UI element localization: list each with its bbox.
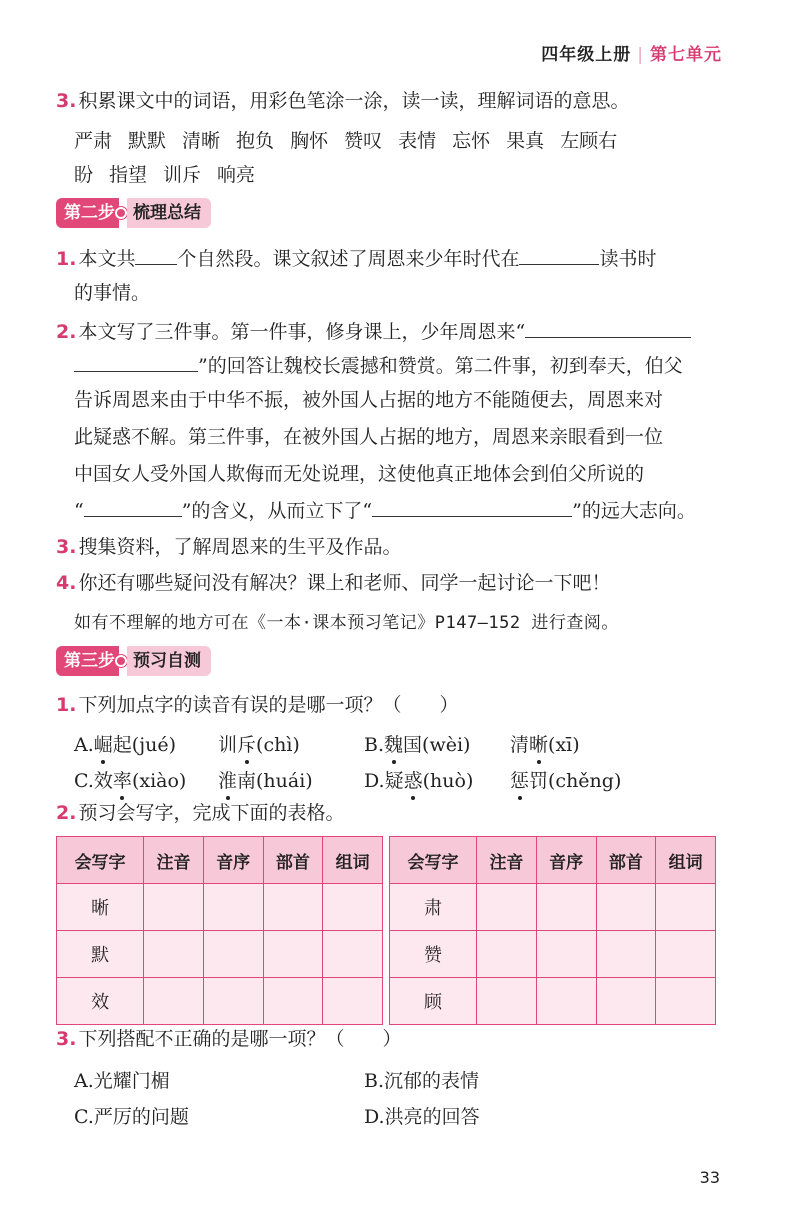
table-gap — [382, 884, 389, 931]
text-segment: “ — [74, 500, 84, 522]
vocab-word[interactable]: 胸怀 — [290, 130, 329, 152]
answer-cell[interactable] — [656, 931, 716, 978]
header-divider: | — [637, 45, 644, 65]
dotted-char: 崛 — [93, 734, 113, 756]
table-header: 音序 — [536, 837, 596, 884]
table-row — [57, 884, 716, 931]
unit-label: 第七单元 — [650, 45, 722, 65]
dotted-char: 惑 — [403, 770, 423, 792]
answer-cell[interactable] — [536, 931, 596, 978]
table-gap — [382, 931, 389, 978]
char-cell: 默 — [57, 931, 144, 978]
char-cell: 晰 — [57, 884, 144, 931]
vocab-word[interactable]: 清晰 — [182, 130, 221, 152]
option-b[interactable]: B.沉郁的表情 — [364, 1070, 480, 1092]
text-segment: 读书时 — [599, 248, 657, 270]
vocab-word[interactable]: 指望 — [109, 164, 148, 186]
grade-label: 四年级上册 — [541, 45, 632, 65]
text-segment: 国(wèi) — [403, 734, 471, 756]
answer-cell[interactable] — [596, 884, 656, 931]
vocab-word[interactable]: 抱负 — [236, 130, 275, 152]
option-label: D. — [364, 770, 385, 792]
table-row — [57, 978, 716, 1025]
table-header: 注音 — [144, 837, 204, 884]
text-segment: 清 — [510, 734, 530, 756]
answer-cell[interactable] — [477, 931, 537, 978]
question-text: 下列加点字的读音有误的是哪一项？（ ） — [78, 694, 459, 716]
vocab-row-2 — [74, 160, 271, 187]
question-number: 3. — [56, 90, 77, 112]
option-a[interactable]: A.光耀门楣 — [74, 1070, 170, 1092]
dotted-char: 惩 — [510, 770, 530, 792]
question-number: 3. — [56, 1028, 77, 1050]
answer-blank[interactable] — [519, 248, 599, 265]
question-number: 3. — [56, 536, 77, 558]
s2-question-2-line-1 — [56, 321, 691, 342]
table-gap — [382, 978, 389, 1025]
s2-question-2-line-5: 中国女人受外国人欺侮而无处说理，这使他真正地体会到伯父所说的 — [74, 463, 645, 485]
answer-cell[interactable] — [323, 931, 383, 978]
text-segment: (xiào) — [131, 770, 187, 792]
answer-cell[interactable] — [144, 884, 204, 931]
answer-cell[interactable] — [263, 978, 323, 1025]
s2-question-1-cont: 的事情。 — [74, 282, 151, 304]
s2-question-2-line-3: 告诉周恩来由于中华不振，被外国人占据的地方不能随便去，周恩来对 — [74, 389, 664, 411]
question-text: 预习会写字，完成下面的表格。 — [78, 802, 345, 824]
answer-blank[interactable] — [372, 500, 572, 517]
question-number: 2. — [56, 802, 77, 824]
option-d[interactable]: D.洪亮的回答 — [364, 1106, 480, 1128]
s3-question-2 — [56, 804, 344, 823]
answer-cell[interactable] — [656, 978, 716, 1025]
answer-cell[interactable] — [144, 931, 204, 978]
answer-cell[interactable] — [263, 884, 323, 931]
answer-blank[interactable] — [135, 248, 177, 265]
answer-cell[interactable] — [203, 884, 263, 931]
dot-icon — [115, 207, 127, 219]
option-label: C. — [74, 770, 94, 792]
text-segment: 起(jué) — [112, 734, 176, 756]
s2-question-3 — [56, 538, 401, 557]
vocab-word[interactable]: 响亮 — [217, 164, 256, 186]
vocab-word[interactable]: 左顾右 — [560, 130, 618, 152]
vocab-word[interactable]: 严肃 — [74, 130, 113, 152]
char-cell: 效 — [57, 978, 144, 1025]
answer-cell[interactable] — [656, 884, 716, 931]
s3-question-1 — [56, 696, 458, 715]
text-segment: 南(huái) — [237, 770, 313, 792]
step-tag: 第二步 — [56, 198, 119, 228]
question-number: 1. — [56, 248, 77, 270]
s2-question-2-line-6 — [74, 500, 696, 521]
text-segment: 罚(chěng) — [529, 770, 622, 792]
dot-icon — [115, 655, 127, 667]
option-d-2 — [510, 766, 621, 793]
dotted-char: 魏 — [384, 734, 404, 756]
table-header: 部首 — [596, 837, 656, 884]
s2-question-4 — [56, 574, 610, 593]
s2-question-2-line-4: 此疑惑不解。第三件事，在被外国人占据的地方，周恩来亲眼看到一位 — [74, 426, 664, 448]
table-gap — [382, 837, 389, 884]
question-text: 你还有哪些疑问没有解决？课上和老师、同学一起讨论一下吧！ — [78, 572, 611, 594]
step-title: 预习自测 — [127, 646, 211, 676]
vocab-word[interactable]: 训斥 — [163, 164, 202, 186]
answer-cell[interactable] — [596, 931, 656, 978]
question-number: 4. — [56, 572, 77, 594]
dotted-char: 晰 — [529, 734, 549, 756]
vocab-word[interactable]: 果真 — [506, 130, 545, 152]
text-segment: 本文写了三件事。第一件事，修身课上，少年周恩来“ — [78, 321, 526, 343]
vocab-word[interactable]: 盼 — [74, 164, 94, 186]
page-header — [541, 40, 722, 65]
vocab-word[interactable]: 默默 — [128, 130, 167, 152]
option-a-2 — [218, 730, 300, 757]
answer-cell[interactable] — [536, 884, 596, 931]
option-d[interactable] — [364, 766, 473, 793]
answer-cell[interactable] — [596, 978, 656, 1025]
answer-cell[interactable] — [144, 978, 204, 1025]
character-table — [56, 836, 716, 1025]
table-header: 部首 — [263, 837, 323, 884]
text-segment: 个自然段。课文叙述了周恩来少年时代在 — [177, 248, 520, 270]
table-header: 组词 — [656, 837, 716, 884]
table-row — [57, 931, 716, 978]
answer-cell[interactable] — [203, 978, 263, 1025]
answer-blank[interactable] — [525, 321, 691, 338]
option-a[interactable] — [74, 730, 176, 757]
question-text: 积累课文中的词语，用彩色笔涂一涂，读一读，理解词语的意思。 — [78, 90, 630, 112]
char-cell: 顾 — [389, 978, 476, 1025]
text-segment: 本文共 — [78, 248, 136, 270]
option-label: A. — [74, 734, 94, 756]
page-number: 33 — [699, 1168, 720, 1187]
option-c-2 — [218, 766, 313, 793]
table-header: 音序 — [203, 837, 263, 884]
table-header: 组词 — [323, 837, 383, 884]
answer-blank[interactable] — [74, 355, 198, 372]
s2-question-2-line-2 — [74, 355, 683, 376]
s2-question-1 — [56, 248, 657, 269]
char-cell: 赞 — [389, 931, 476, 978]
reference-note: 如有不理解的地方可在《一本·课本预习笔记》P147—152 进行查阅。 — [74, 613, 619, 633]
text-segment: (xī) — [548, 734, 580, 756]
question-number: 1. — [56, 694, 77, 716]
question-text: 下列搭配不正确的是哪一项？（ ） — [78, 1028, 402, 1050]
table-header: 会写字 — [57, 837, 144, 884]
answer-blank[interactable] — [84, 500, 182, 517]
vocab-row-1 — [74, 126, 617, 153]
dotted-char: 斥 — [237, 734, 257, 756]
answer-cell[interactable] — [323, 884, 383, 931]
option-b[interactable] — [364, 730, 470, 757]
s3-question-3 — [56, 1030, 401, 1049]
step-3-banner — [56, 646, 211, 676]
answer-cell[interactable] — [323, 978, 383, 1025]
answer-cell[interactable] — [203, 931, 263, 978]
option-c[interactable]: C.严厉的问题 — [74, 1106, 189, 1128]
text-segment: ”的远大志向。 — [572, 500, 696, 522]
vocab-word[interactable]: 忘怀 — [452, 130, 491, 152]
step-tag: 第三步 — [56, 646, 119, 676]
answer-cell[interactable] — [536, 978, 596, 1025]
table-header-row — [57, 837, 716, 884]
text-segment: ”的回答让魏校长震撼和赞赏。第二件事，初到奉天，伯父 — [198, 355, 683, 377]
answer-cell[interactable] — [263, 931, 323, 978]
table-header: 会写字 — [389, 837, 476, 884]
option-b-2 — [510, 730, 580, 757]
step-2-banner — [56, 198, 211, 228]
option-label: B. — [364, 734, 385, 756]
vocab-word[interactable]: 表情 — [398, 130, 437, 152]
question-text: 搜集资料，了解周恩来的生平及作品。 — [78, 536, 402, 558]
answer-cell[interactable] — [477, 884, 537, 931]
table-header: 注音 — [477, 837, 537, 884]
text-segment: ”的含义，从而立下了“ — [181, 500, 373, 522]
question-number: 2. — [56, 321, 77, 343]
text-segment: (huò) — [422, 770, 474, 792]
dotted-char: 淮 — [218, 770, 238, 792]
answer-cell[interactable] — [477, 978, 537, 1025]
text-segment: (chì) — [256, 734, 300, 756]
text-segment: 疑 — [384, 770, 404, 792]
vocab-question — [56, 92, 629, 111]
vocab-word[interactable]: 赞叹 — [344, 130, 383, 152]
text-segment: 训 — [218, 734, 238, 756]
option-c[interactable] — [74, 766, 186, 793]
text-segment: 效 — [93, 770, 113, 792]
step-title: 梳理总结 — [127, 198, 211, 228]
dotted-char: 率 — [112, 770, 132, 792]
char-cell: 肃 — [389, 884, 476, 931]
